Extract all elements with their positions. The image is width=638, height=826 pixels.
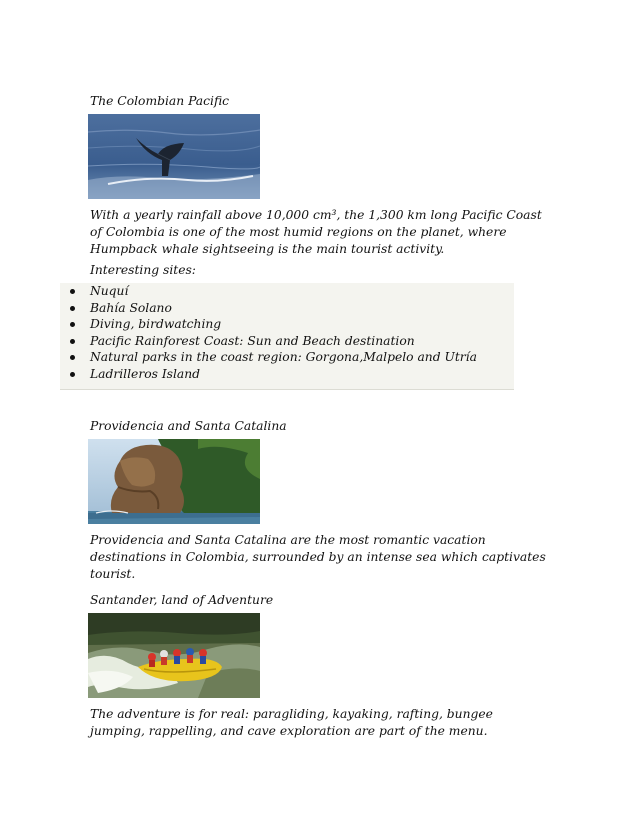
section-heading-pacific: The Colombian Pacific (90, 94, 230, 108)
bullet-icon (70, 339, 75, 344)
pacific-description: With a yearly rainfall above 10,000 cm³, the 1,300 km long Pacific Coast of Colombia is one of the most humid regions on the planet, where Humpback whale sightseeing is the main tourist activity. (90, 208, 542, 256)
interesting-sites-label: Interesting sites: (90, 263, 196, 277)
bullet-icon (70, 322, 75, 327)
bullet-icon (70, 289, 75, 294)
site-item-ladrilleros: Ladrilleros Island (60, 366, 477, 383)
site-item-diving: Diving, birdwatching (60, 316, 477, 333)
site-item-nuqui: Nuquí (60, 283, 477, 300)
bullet-icon (70, 355, 75, 360)
bullet-icon (70, 306, 75, 311)
santander-description: The adventure is for real: paragliding, kayaking, rafting, bungee jumping, rappelling, and cave exploration are part of the menu. (90, 707, 493, 738)
site-item-bahia-solano: Bahía Solano (60, 300, 477, 317)
section-heading-providencia: Providencia and Santa Catalina (90, 419, 287, 433)
whale-tail-photo (88, 114, 260, 199)
section-heading-santander: Santander, land of Adventure (90, 593, 274, 607)
providencia-rock-photo (88, 439, 260, 524)
site-item-rainforest-coast: Pacific Rainforest Coast: Sun and Beach destination (60, 333, 477, 350)
bullet-icon (70, 372, 75, 377)
interesting-sites-list (60, 283, 477, 383)
providencia-description: Providencia and Santa Catalina are the most romantic vacation destinations in Colombia, surrounded by an intense sea which captivates tourist. (90, 533, 546, 581)
rafting-photo (88, 613, 260, 698)
interesting-sites-box (60, 283, 514, 390)
site-item-natural-parks: Natural parks in the coast region: Gorgona,Malpelo and Utría (60, 349, 477, 366)
